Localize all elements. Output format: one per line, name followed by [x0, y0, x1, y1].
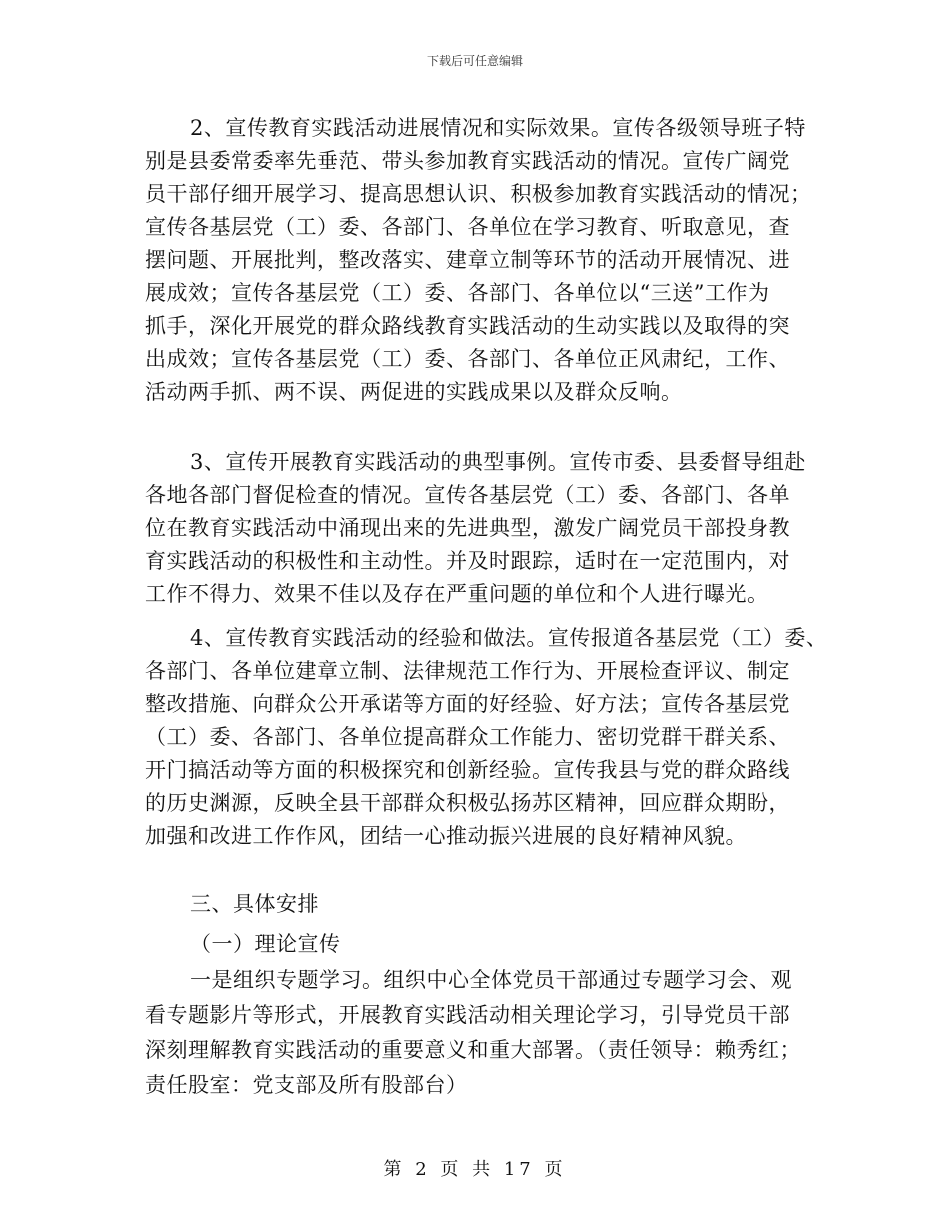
text-line: 的历史渊源，反映全县干部群众积极弘扬苏区精神，回应群众期盼， [145, 791, 790, 815]
text-line: 员干部仔细开展学习、提高思想认识、积极参加教育实践活动的情况； [145, 182, 812, 206]
text-line: 别是县委常委率先垂范、带头参加教育实践活动的情况。宣传广阔党 [145, 149, 790, 173]
paragraph-4-start: 4、宣传教育实践活动的经验和做法。宣传报道各基层党（工）委、 [190, 626, 828, 650]
text-line: 抓手，深化开展党的群众路线教育实践活动的生动实践以及取得的突 [145, 314, 790, 338]
text-line: 各部门、各单位建章立制、法律规范工作行为、开展检查评议、制定 [145, 659, 790, 683]
text-line: 位在教育实践活动中涌现出来的先进典型，激发广阔党员干部投身教 [145, 516, 790, 540]
text-line: 摆问题、开展批判，整改落实、建章立制等环节的活动开展情况、进 [145, 248, 790, 272]
text-line: 开门搞活动等方面的积极探究和创新经验。宣传我县与党的群众路线 [145, 758, 790, 782]
text-line: 2、宣传教育实践活动进展情况和实际效果。宣传各级领导班子特 [190, 116, 806, 140]
text-line: 宣传各基层党（工）委、各部门、各单位在学习教育、听取意见，查 [145, 215, 790, 239]
text-line: 整改措施、向群众公开承诺等方面的好经验、好方法；宣传各基层党 [145, 692, 790, 716]
text-line: 出成效；宣传各基层党（工）委、各部门、各单位正风肃纪，工作、 [145, 347, 790, 371]
subsection-heading: （一）理论宣传 [190, 932, 341, 956]
text-line: 展成效；宣传各基层党（工）委、各部门、各单位以“三送”工作为 [145, 281, 770, 305]
text-line: 各地各部门督促检查的情况。宣传各基层党（工）委、各部门、各单 [145, 483, 790, 507]
text-line: 加强和改进工作作风，团结一心推动振兴进展的良好精神风貌。 [145, 824, 747, 848]
page-header: 下载后可任意编辑 [426, 54, 523, 68]
text-line: 工作不得力、效果不佳以及存在严重问题的单位和个人进行曝光。 [145, 582, 769, 606]
text-line: （工）委、各部门、各单位提高群众工作能力、密切党群干群关系、 [145, 725, 790, 749]
text-line: 责任股室：党支部及所有股部台） [145, 1073, 468, 1097]
section-heading: 三、具体安排 [190, 892, 319, 916]
text-line: 深刻理解教育实践活动的重要意义和重大部署。（责任领导：赖秀红； [145, 1038, 801, 1062]
text-line: 看专题影片等形式，开展教育实践活动相关理论学习，引导党员干部 [145, 1003, 790, 1027]
paragraph-3-start: 3、宣传开展教育实践活动的典型事例。宣传市委、县委督导组赴 [190, 450, 806, 474]
text-line: 育实践活动的积极性和主动性。并及时跟踪，适时在一定范围内，对 [145, 549, 790, 573]
page-footer: 第 2 页 共 17 页 [383, 1159, 567, 1180]
paragraph-start: 一是组织专题学习。组织中心全体党员干部通过专题学习会、观 [190, 968, 792, 992]
text-line: 活动两手抓、两不误、两促进的实践成果以及群众反响。 [145, 380, 683, 404]
